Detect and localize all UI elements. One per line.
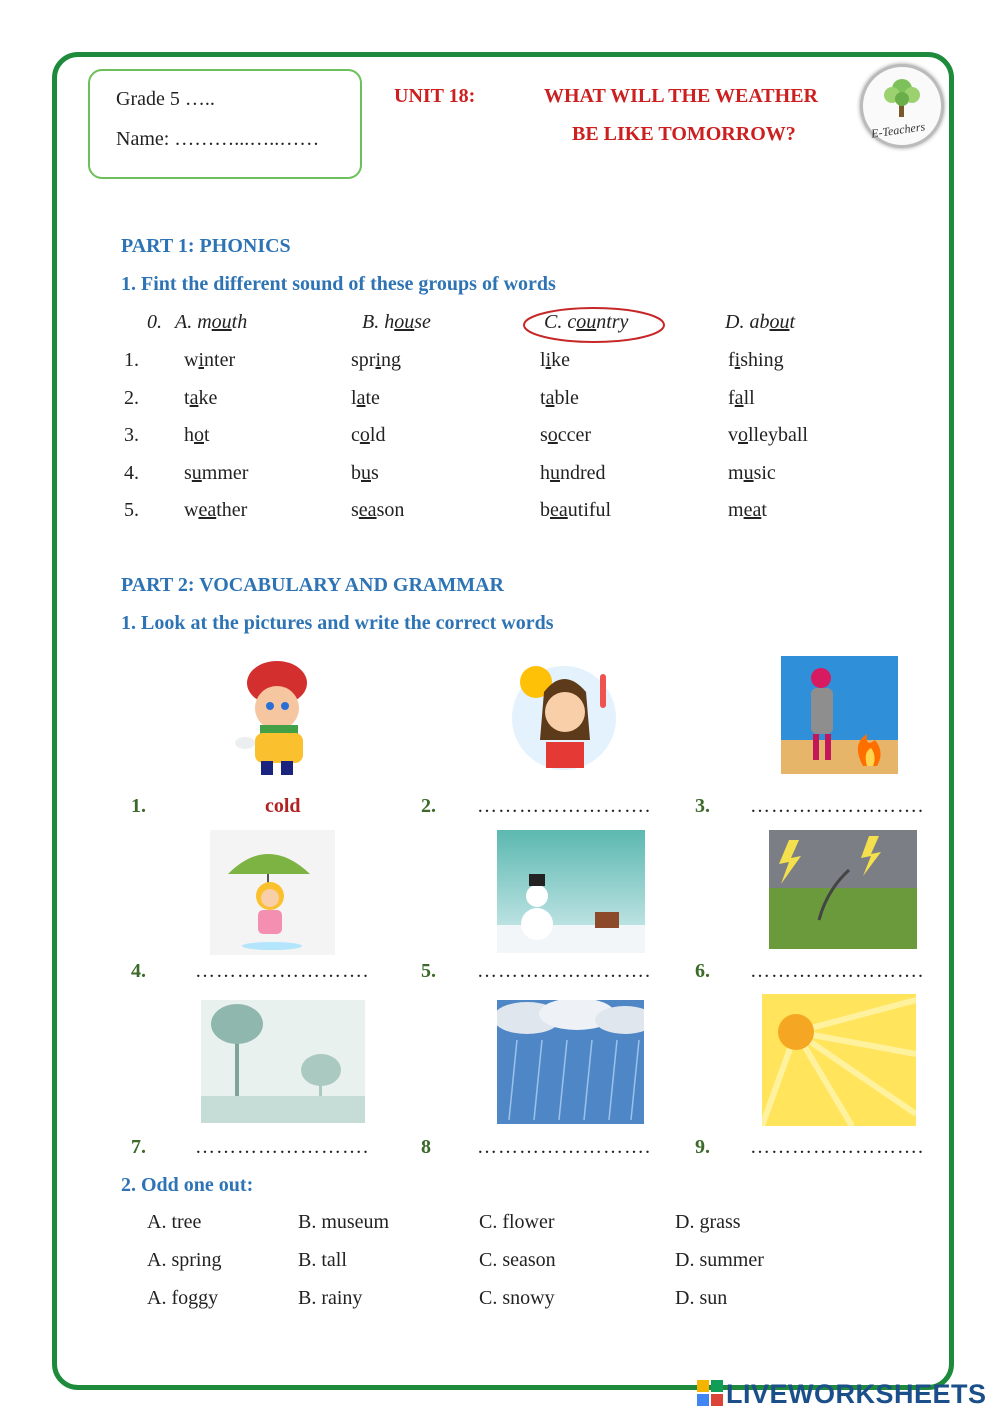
stormy-icon [769,830,917,949]
part2-instruction-1: 1. Look at the pictures and write the correct words [121,612,554,634]
cold-child-icon [225,653,325,781]
sunny-icon [762,994,916,1126]
part2-instruction-2: 2. Odd one out: [121,1174,254,1196]
odd-one-out-option[interactable]: C. flower [479,1211,555,1233]
picture-item-number: 4. [131,960,146,982]
picture-item-number: 6. [695,960,710,982]
odd-one-out-option[interactable]: B. museum [298,1211,390,1233]
odd-one-out-option[interactable]: A. foggy [147,1287,219,1309]
part2-heading: PART 2: VOCABULARY AND GRAMMAR [121,574,504,596]
odd-one-out-option[interactable]: B. tall [298,1249,347,1271]
phonics-word: hot [184,424,210,446]
answer-blank[interactable]: ……………………. [477,960,651,982]
phonics-word: meat [728,499,767,521]
title-line-2: BE LIKE TOMORROW? [572,123,796,145]
part1-instruction: 1. Fint the different sound of these groups of words [121,273,556,295]
picture-item-number: 1. [131,795,146,817]
part1-heading: PART 1: PHONICS [121,235,291,257]
liveworksheets-logo-icon [697,1378,725,1408]
answer-blank[interactable]: ……………………. [477,1136,651,1158]
phonics-word: late [351,386,380,409]
phonics-word: cold [351,424,386,446]
watermark-text: LIVEWORKSHEETS [726,1379,987,1409]
phonics-word: bus [351,461,379,484]
phonics-word: table [540,386,579,409]
phonics-row-number: 1. [124,349,139,371]
phonics-word: A. mouth [175,311,248,333]
example-number: 0. [147,311,162,333]
phonics-word: take [184,386,218,409]
student-info-box [88,69,362,179]
phonics-word: winter [184,349,236,371]
example-answer-circle [521,305,667,345]
title-line-1: WHAT WILL THE WEATHER [544,85,818,107]
picture-item-number: 2. [421,795,436,817]
answer-blank[interactable]: ……………………. [750,960,924,982]
e-teachers-logo [860,64,944,148]
phonics-row-number: 4. [124,461,139,484]
phonics-word: summer [184,461,249,484]
odd-one-out-option[interactable]: D. sun [675,1287,728,1309]
phonics-word: music [728,461,776,484]
phonics-word: fall [728,386,755,409]
foggy-trees-icon [201,1000,365,1123]
odd-one-out-option[interactable]: C. snowy [479,1287,555,1309]
answer-blank[interactable]: ……………………. [195,1136,369,1158]
phonics-word: season [351,499,405,521]
answer-blank[interactable]: ……………………. [750,795,924,817]
picture-item-number: 5. [421,960,436,982]
phonics-word: D. about [725,311,796,333]
rain-clouds-icon [497,1000,644,1124]
name-label: Name: ………...…..…… [116,128,320,150]
phonics-word: hundred [540,461,606,484]
answer-blank[interactable]: ……………………. [477,795,651,817]
odd-one-out-option[interactable]: D. grass [675,1211,741,1233]
phonics-word: soccer [540,424,592,446]
odd-one-out-option[interactable]: B. rainy [298,1287,363,1309]
phonics-row-number: 2. [124,386,139,409]
rainy-umbrella-girl-icon [210,830,335,955]
phonics-word: fishing [728,349,784,371]
hot-girl-icon [508,656,620,774]
phonics-row-number: 5. [124,499,139,521]
phonics-row-number: 3. [124,424,139,446]
phonics-word: like [540,349,571,371]
odd-one-out-option[interactable]: A. tree [147,1211,202,1233]
grade-label: Grade 5 ….. [116,88,215,110]
odd-one-out-option[interactable]: A. spring [147,1249,222,1271]
warm-campfire-icon [781,656,898,774]
unit-label: UNIT 18: [394,85,476,107]
phonics-word: B. house [362,311,431,333]
answer-text: cold [265,795,301,817]
picture-item-number: 7. [131,1136,146,1158]
picture-item-number: 9. [695,1136,710,1158]
answer-blank[interactable]: ……………………. [750,1136,924,1158]
odd-one-out-option[interactable]: D. summer [675,1249,764,1271]
phonics-word: weather [184,499,248,521]
logo-text: E-Teachers [870,119,926,141]
phonics-word: C. country [544,311,629,333]
answer-blank[interactable]: ……………………. [195,960,369,982]
picture-item-number: 8 [421,1136,431,1158]
phonics-word: volleyball [728,424,808,446]
snowman-icon [497,830,645,953]
phonics-word: beautiful [540,499,612,521]
phonics-word: spring [351,349,402,371]
picture-item-number: 3. [695,795,710,817]
odd-one-out-option[interactable]: C. season [479,1249,556,1271]
